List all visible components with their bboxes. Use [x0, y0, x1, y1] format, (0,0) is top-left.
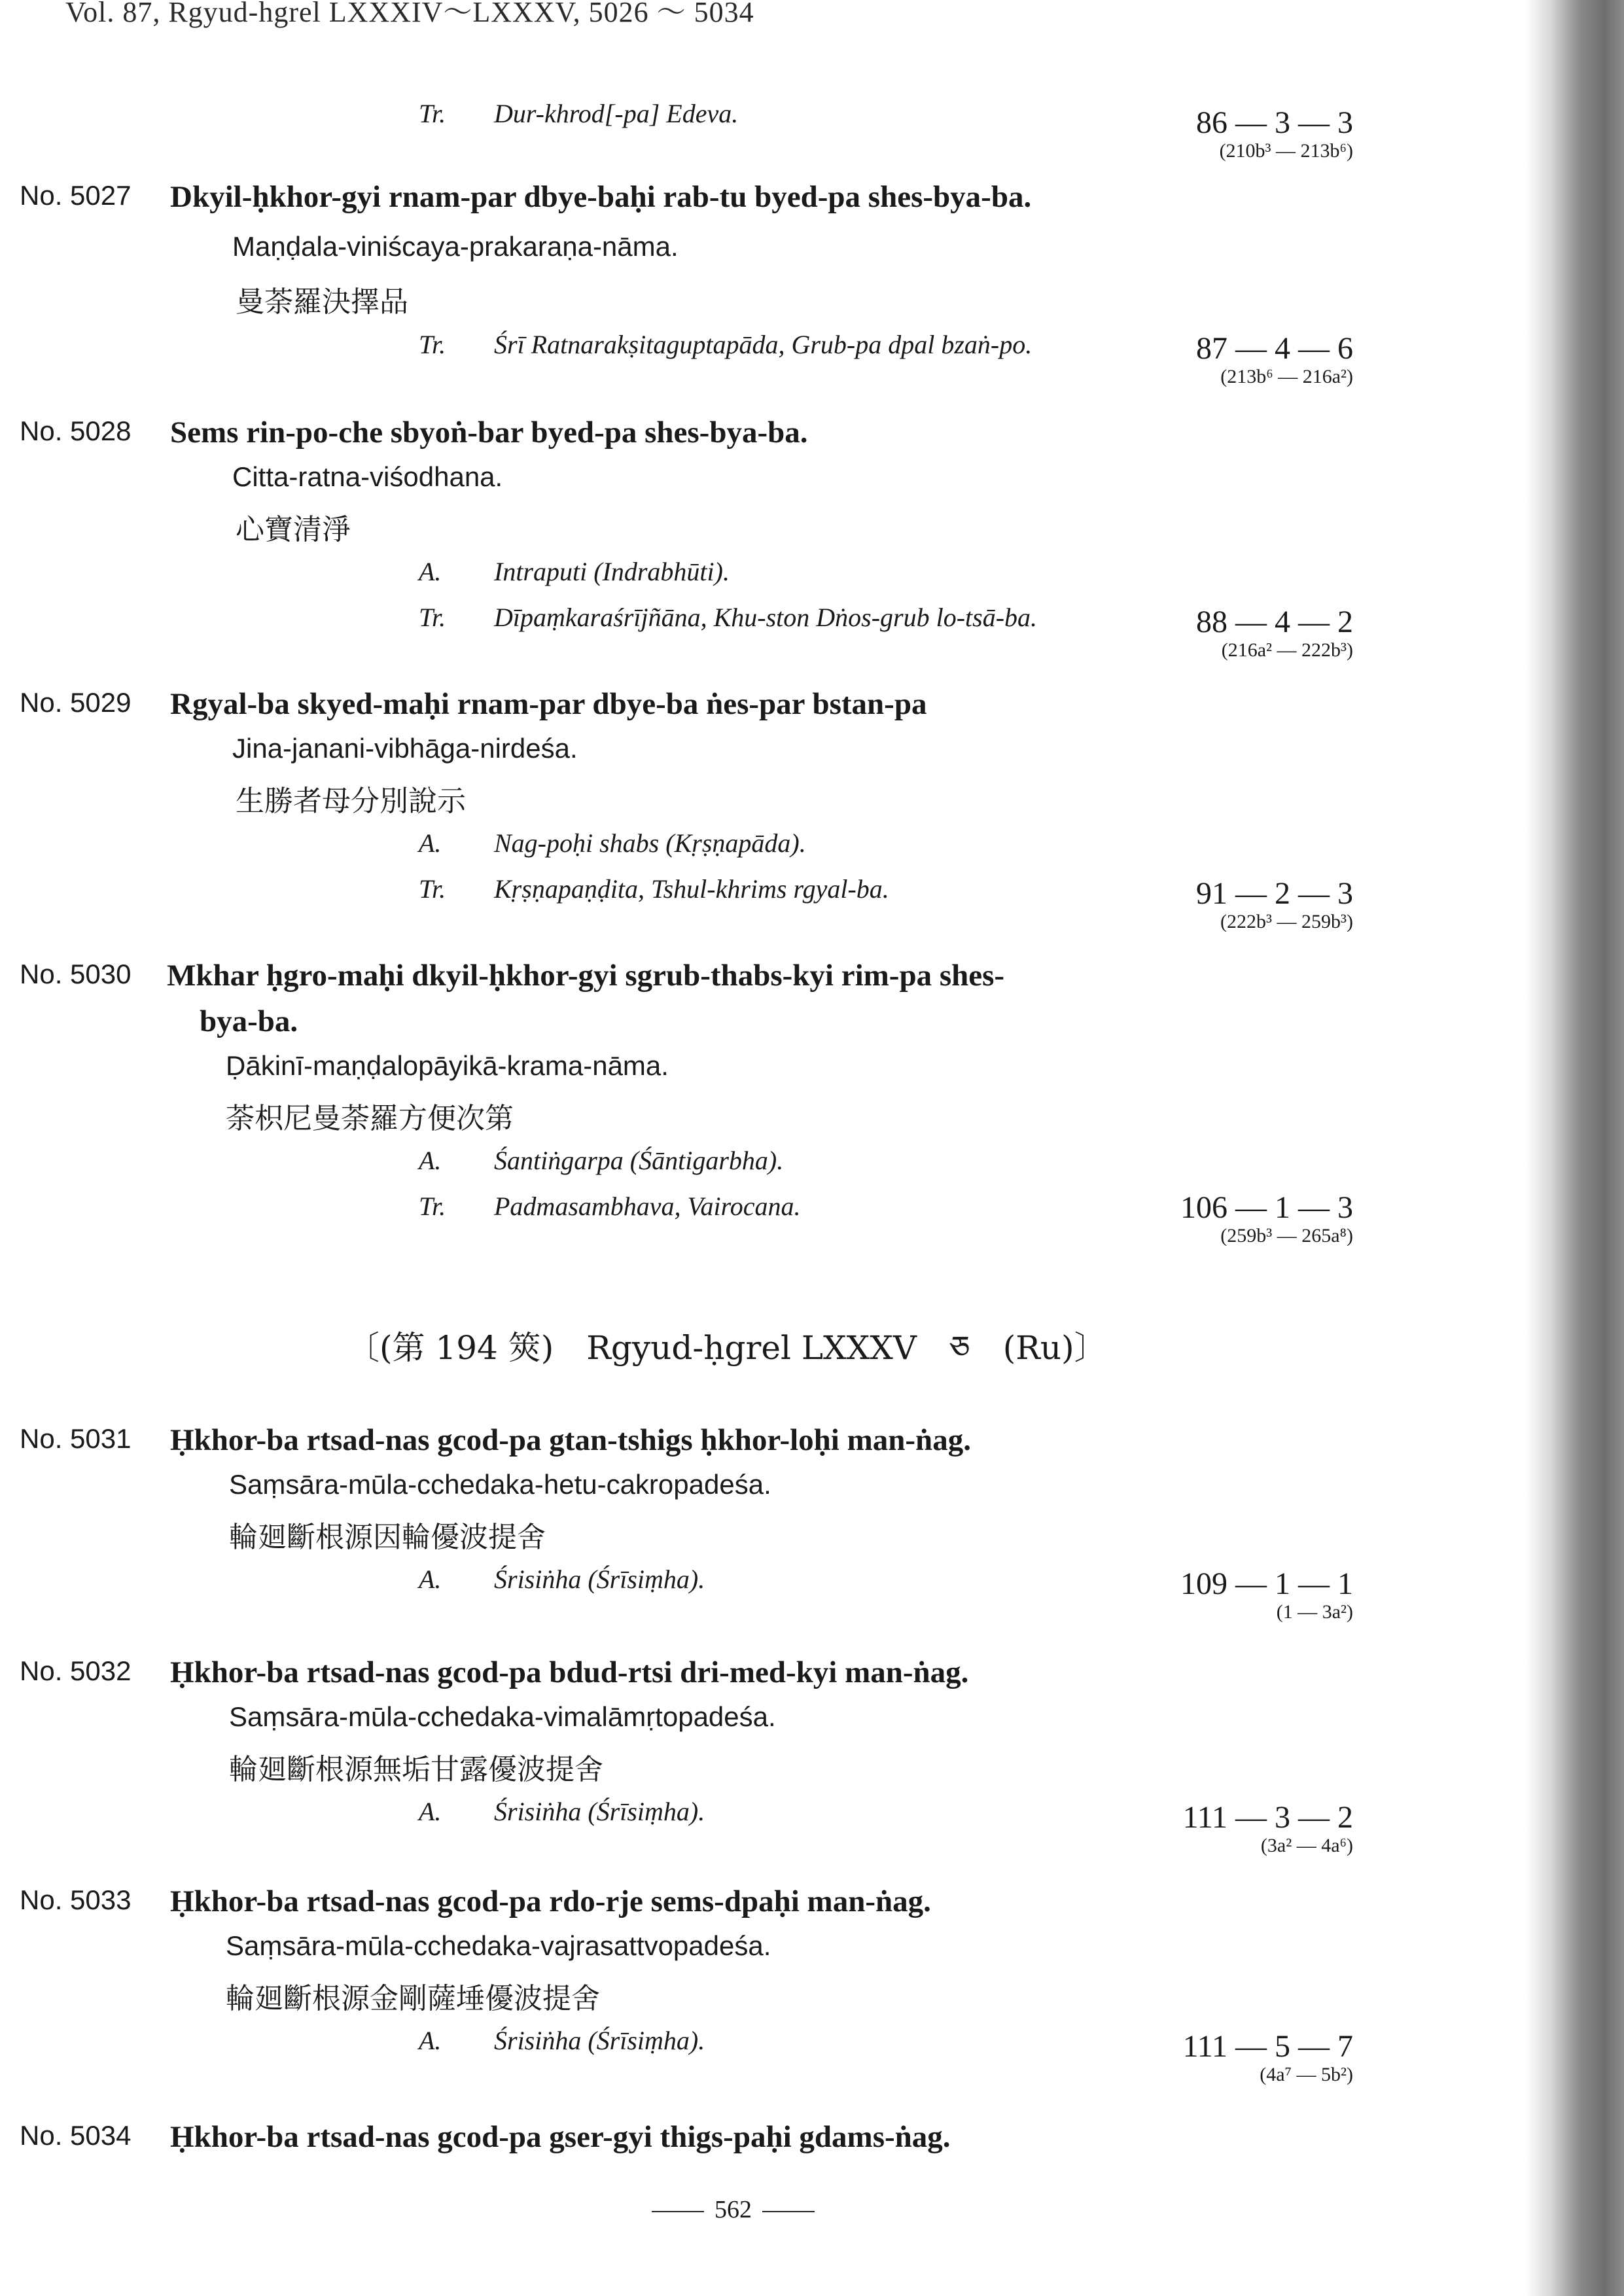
- section-heading: 〔(第 194 筴) Rgyud-ḥgrel LXXXV ཅ (Ru)〕: [347, 1329, 1107, 1367]
- ref-main: 111 — 3 — 2: [1182, 1800, 1353, 1835]
- sanskrit-title: Jina-janani-vibhāga-nirdeśa.: [232, 733, 578, 764]
- tibetan-title: Ḥkhor-ba rtsad-nas gcod-pa bdud-rtsi dri-med-kyi man-ṅag.: [170, 1655, 969, 1689]
- sanskrit-title: Citta-ratna-viśodhana.: [232, 461, 503, 492]
- role-label: Tr.: [419, 603, 446, 632]
- page-edge-shadow: [1526, 0, 1624, 2296]
- ref-main: 111 — 5 — 7: [1182, 2029, 1353, 2064]
- ref-folio: (210b³ — 213b⁶): [1219, 140, 1353, 162]
- tibetan-title: Ḥkhor-ba rtsad-nas gcod-pa gtan-tshigs ḥkhor-loḥi man-ṅag.: [170, 1423, 971, 1457]
- footer-rule-right: [762, 2211, 815, 2212]
- chinese-title: 荼枳尼曼荼羅方便次第: [226, 1102, 514, 1135]
- ref-folio: (222b³ — 259b³): [1220, 911, 1353, 932]
- ref-main: 106 — 1 — 3: [1180, 1190, 1353, 1225]
- entry-number: No. 5027: [20, 180, 132, 211]
- contributor-name: Dīpaṃkaraśrījñāna, Khu-ston Dṅos-grub lo-tsā-ba.: [494, 603, 1038, 632]
- ref-main: 109 — 1 — 1: [1180, 1566, 1353, 1601]
- chinese-title: 曼荼羅決擇品: [236, 285, 408, 319]
- tibetan-title: Dkyil-ḥkhor-gyi rnam-par dbye-baḥi rab-tu byed-pa shes-bya-ba.: [170, 180, 1032, 214]
- contributor-name: Śrī Ratnarakṣitaguptapāda, Grub-pa dpal bzaṅ-po.: [494, 330, 1033, 359]
- ref-folio: (4a⁷ — 5b²): [1260, 2064, 1353, 2085]
- role-label: A.: [419, 1146, 442, 1175]
- sanskrit-title: Saṃsāra-mūla-cchedaka-vajrasattvopadeśa.: [226, 1930, 771, 1961]
- page-number: 562: [715, 2196, 752, 2223]
- contributor-name: Nag-poḥi shabs (Kṛṣṇapāda).: [494, 828, 806, 858]
- chinese-title: 心寶清淨: [236, 513, 351, 546]
- footer-rule-left: [652, 2211, 704, 2212]
- volume-reference: [1196, 332, 1353, 388]
- entry-number: No. 5030: [20, 959, 132, 989]
- contributor-name: Śrisiṅha (Śrīsiṃha).: [494, 1797, 705, 1826]
- role-label: Tr.: [419, 330, 446, 359]
- chinese-title: 輪廻斷根源無垢甘露優波提舍: [229, 1753, 603, 1786]
- role-label: A.: [419, 1797, 442, 1826]
- sanskrit-title: Maṇḍala-viniścaya-prakaraṇa-nāma.: [232, 231, 679, 262]
- ref-folio: (1 — 3a²): [1276, 1601, 1353, 1623]
- volume-reference: [1180, 1567, 1353, 1623]
- volume-reference: [1183, 1801, 1353, 1857]
- sanskrit-title: Saṃsāra-mūla-cchedaka-hetu-cakropadeśa.: [229, 1469, 771, 1500]
- ref-main: 88 — 4 — 2: [1196, 605, 1353, 639]
- sanskrit-title: Saṃsāra-mūla-cchedaka-vimalāmṛtopadeśa.: [229, 1701, 776, 1732]
- tibetan-title: Rgyal-ba skyed-maḥi rnam-par dbye-ba ṅes-par bstan-pa: [170, 687, 927, 721]
- tibetan-title: Mkhar ḥgro-maḥi dkyil-ḥkhor-gyi sgrub-thabs-kyi rim-pa shes-: [167, 959, 1005, 993]
- tibetan-title-continued: bya-ba.: [200, 1004, 298, 1038]
- entry-number: No. 5031: [20, 1423, 132, 1454]
- page-footer: [641, 2195, 825, 2224]
- contributor-name: Dur-khrod[-pa] Edeva.: [494, 99, 739, 128]
- role-label: A.: [419, 828, 442, 858]
- role-label: A.: [419, 557, 442, 586]
- role-label: Tr.: [419, 874, 446, 904]
- volume-reference: [1196, 877, 1353, 933]
- chinese-title: 輪廻斷根源金剛薩埵優波提舍: [226, 1982, 600, 2015]
- running-header: Vol. 87, Rgyud-hgrel LXXXIV～LXXXV, 5026 ～ 5034: [65, 0, 754, 28]
- entry-number: No. 5034: [20, 2120, 132, 2151]
- ref-folio: (259b³ — 265a⁸): [1220, 1225, 1353, 1246]
- ref-main: 87 — 4 — 6: [1196, 331, 1353, 366]
- contributor-name: Śantiṅgarpa (Śāntigarbha).: [494, 1146, 784, 1175]
- contributor-name: Śrisiṅha (Śrīsiṃha).: [494, 1564, 705, 1594]
- role-label: A.: [419, 1564, 442, 1594]
- entry-number: No. 5029: [20, 687, 132, 718]
- role-label: Tr.: [419, 1192, 446, 1221]
- entry-number: No. 5028: [20, 415, 132, 446]
- role-label: A.: [419, 2026, 442, 2055]
- contributor-name: Kṛṣṇapaṇḍita, Tshul-khrims rgyal-ba.: [494, 874, 889, 904]
- ref-main: 86 — 3 — 3: [1196, 105, 1353, 140]
- entry-number: No. 5032: [20, 1655, 132, 1686]
- tibetan-title: Ḥkhor-ba rtsad-nas gcod-pa gser-gyi thigs-paḥi gdams-ṅag.: [170, 2120, 951, 2154]
- volume-reference: [1180, 1191, 1353, 1247]
- ref-main: 91 — 2 — 3: [1196, 876, 1353, 911]
- role-label: Tr.: [419, 99, 446, 128]
- ref-folio: (216a² — 222b³): [1221, 639, 1353, 661]
- contributor-name: Intraputi (Indrabhūti).: [494, 557, 730, 586]
- ref-folio: (3a² — 4a⁶): [1260, 1835, 1353, 1856]
- volume-reference: [1196, 605, 1353, 662]
- tibetan-title: Sems rin-po-che sbyoṅ-bar byed-pa shes-bya-ba.: [170, 415, 808, 450]
- volume-reference: [1196, 106, 1353, 162]
- contributor-name: Padmasambhava, Vairocana.: [494, 1192, 801, 1221]
- chinese-title: 生勝者母分別說示: [236, 785, 466, 818]
- contributor-name: Śrisiṅha (Śrīsiṃha).: [494, 2026, 705, 2055]
- chinese-title: 輪廻斷根源因輪優波提舍: [229, 1521, 546, 1554]
- ref-folio: (213b⁶ — 216a²): [1220, 366, 1353, 387]
- entry-number: No. 5033: [20, 1884, 132, 1915]
- tibetan-title: Ḥkhor-ba rtsad-nas gcod-pa rdo-rje sems-dpaḥi man-ṅag.: [170, 1884, 931, 1918]
- sanskrit-title: Ḍākinī-maṇḍalopāyikā-krama-nāma.: [226, 1050, 669, 1081]
- volume-reference: [1183, 2030, 1353, 2086]
